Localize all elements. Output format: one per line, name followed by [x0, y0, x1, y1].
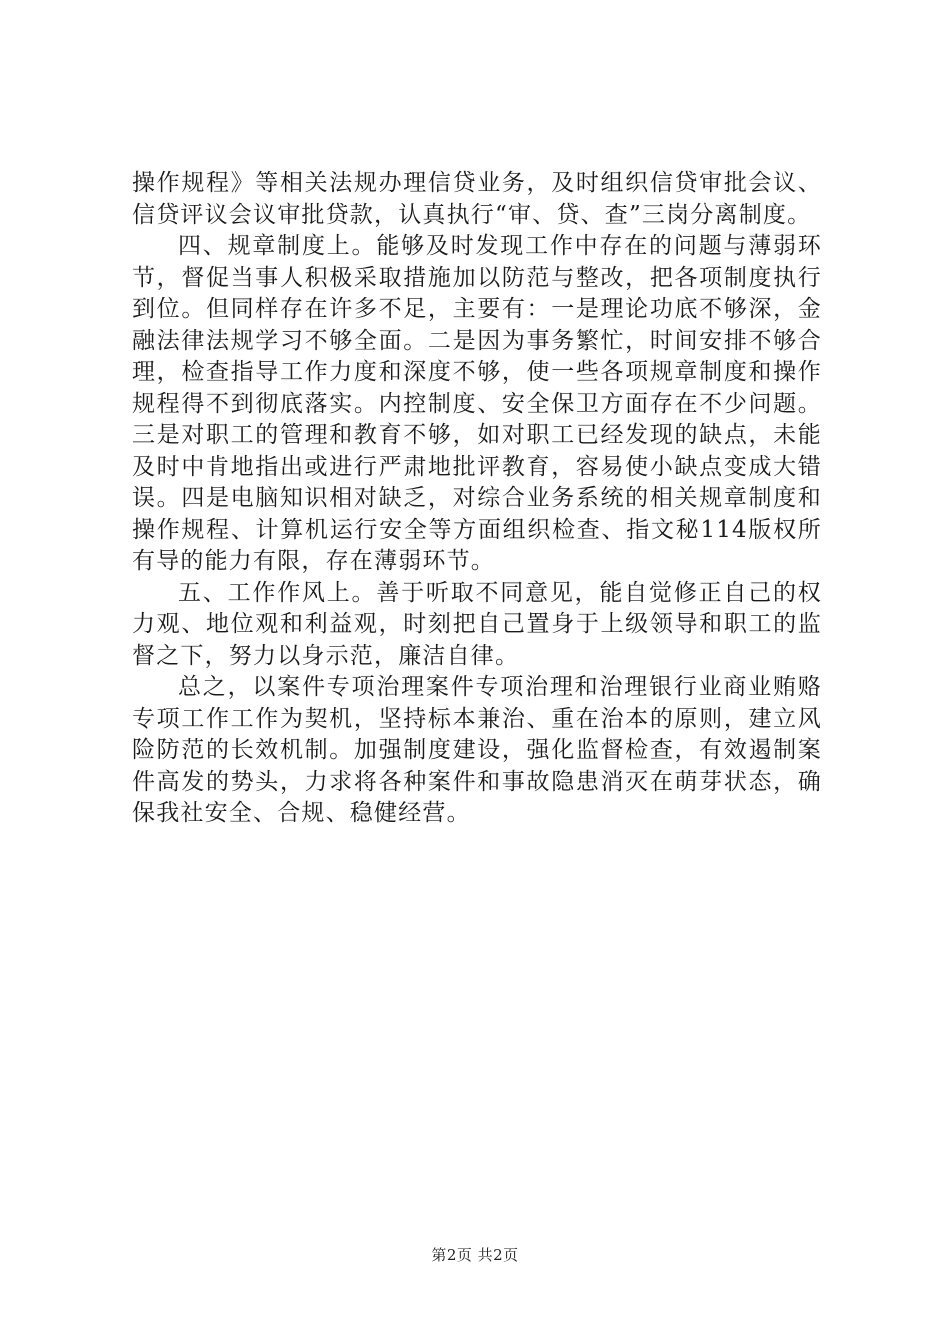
paragraph-continuation: 操作规程》等相关法规办理信贷业务，及时组织信贷审批会议、信贷评议会议审批贷款，认真执行“审、贷、查”三岗分离制度。 — [132, 170, 822, 228]
paragraph-work-style: 五、工作作风上。善于听取不同意见，能自觉修正自己的权力观、地位观和利益观，时刻把自己置身于上级领导和职工的监督之下，努力以身示范，廉洁自律。 — [132, 579, 822, 669]
paragraph-conclusion: 总之，以案件专项治理案件专项治理和治理银行业商业贿赂专项工作工作为契机，坚持标本兼治、重在治本的原则，建立风险防范的长效机制。加强制度建设，强化监督检查，有效遏制案件高发的势头，力求将各种案件和事故隐患消灭在萌芽状态，确保我社安全、合规、稳健经营。 — [132, 674, 822, 826]
paragraph-rules-and-regulations: 四、规章制度上。能够及时发现工作中存在的问题与薄弱环节，督促当事人积极采取措施加以防范与整改，把各项制度执行到位。但同样存在许多不足，主要有：一是理论功底不够深，金融法律法规学习不够全面。二是因为事务繁忙，时间安排不够合理，检查指导工作力度和深度不够，使一些各项规章制度和操作规程得不到彻底落实。内控制度、安全保卫方面存在不少问题。三是对职工的管理和教育不够，如对职工已经发现的缺点，未能及时中肯地指出或进行严肃地批评教育，容易使小缺点变成大错误。四是电脑知识相对缺乏，对综合业务系统的相关规章制度和操作规程、计算机运行安全等方面组织检查、指文秘114版权所有导的能力有限，存在薄弱环节。 — [132, 233, 822, 574]
page-number-footer: 第2页 共2页 — [431, 1246, 519, 1264]
document-body — [132, 168, 822, 830]
